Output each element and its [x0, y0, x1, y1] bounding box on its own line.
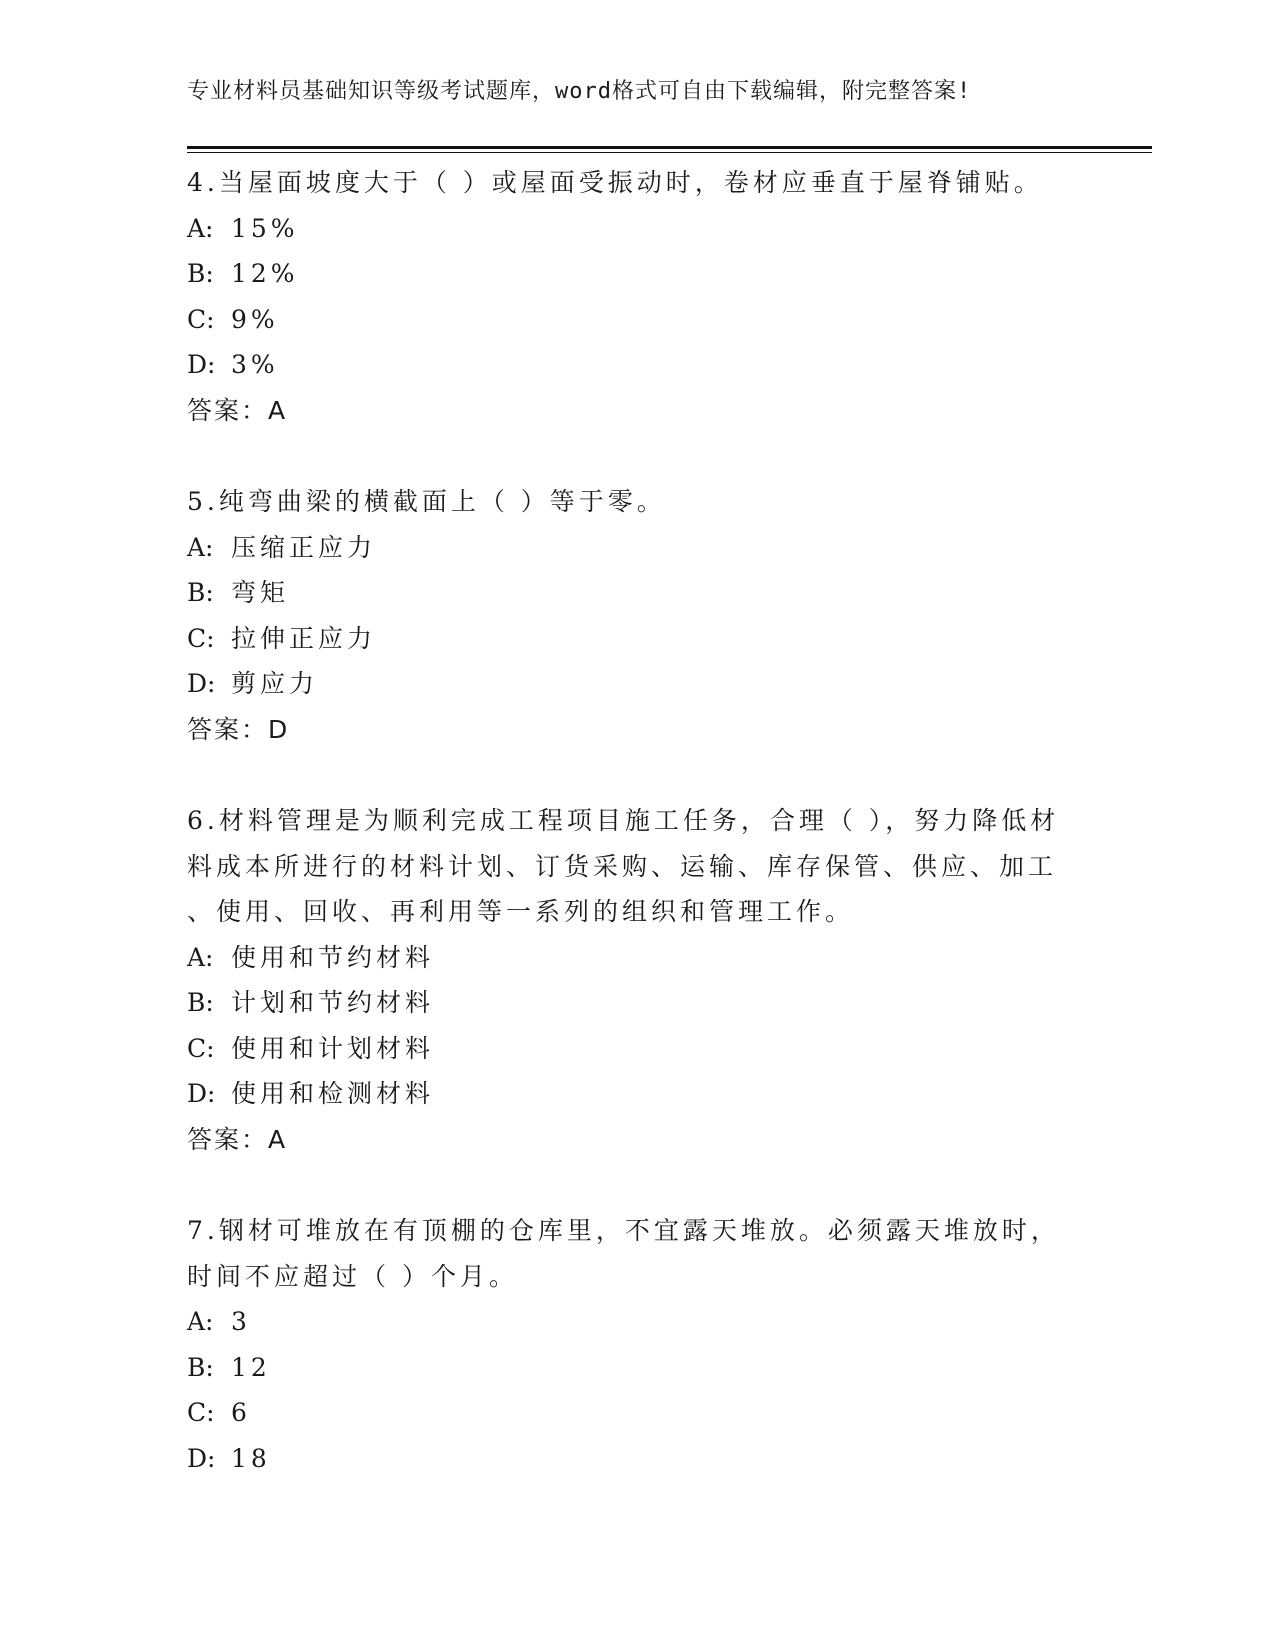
- header-rule-thick: [187, 146, 1152, 149]
- option-letter: D:: [187, 1443, 216, 1473]
- question-stem: 7.钢材可堆放在有顶棚的仓库里，不宜露天堆放。必须露天堆放时，: [187, 1216, 1060, 1245]
- option-a: [187, 935, 1087, 981]
- page-header: 专业材料员基础知识等级考试题库，word格式可自由下载编辑，附完整答案!: [187, 79, 972, 104]
- option-letter: B:: [187, 259, 214, 288]
- answer-line: 答案：A: [187, 395, 288, 425]
- option-letter: A:: [187, 1307, 214, 1336]
- option-letter: D:: [187, 1079, 216, 1108]
- question-stem-continued: 时间不应超过（ ）个月。: [187, 1261, 518, 1291]
- question-stem: 4.当屋面坡度大于（ ）或屋面受振动时，卷材应垂直于屋脊铺贴。: [187, 168, 1043, 197]
- option-d: [187, 661, 1087, 707]
- option-d: [187, 1436, 1087, 1482]
- question-stem: 6.材料管理是为顺利完成工程项目施工任务，合理（ ），努力降低材: [187, 806, 1060, 835]
- question-stem-continued: 料成本所进行的材料计划、订货采购、运输、库存保管、供应、加工: [187, 851, 1058, 881]
- option-b: [187, 980, 1087, 1026]
- header-rule-thin: [187, 152, 1152, 153]
- option-b: [187, 570, 1087, 616]
- question-7: [187, 1208, 1087, 1481]
- option-d: [187, 342, 1087, 388]
- option-text: 12%: [231, 259, 299, 288]
- option-c: [187, 616, 1087, 662]
- option-text: 压缩正应力: [231, 532, 377, 562]
- option-letter: A:: [187, 213, 214, 243]
- option-text: 弯矩: [231, 578, 290, 607]
- option-text: 使用和节约材料: [231, 942, 435, 972]
- answer-line: 答案：A: [187, 1124, 288, 1154]
- option-letter: D:: [187, 350, 216, 379]
- option-letter: B:: [187, 578, 214, 607]
- question-stem: 5.纯弯曲梁的横截面上（ ）等于零。: [187, 487, 666, 516]
- option-c: [187, 1390, 1087, 1436]
- option-b: [187, 1345, 1087, 1391]
- option-letter: C:: [187, 623, 215, 653]
- option-text: 使用和计划材料: [231, 1033, 435, 1063]
- option-text: 12: [231, 1352, 271, 1382]
- option-text: 3: [231, 1307, 251, 1336]
- option-text: 计划和节约材料: [231, 988, 435, 1017]
- question-4: [187, 160, 1087, 433]
- option-a: [187, 1299, 1087, 1345]
- option-text: 3%: [231, 350, 279, 379]
- option-letter: B:: [187, 1352, 214, 1382]
- option-text: 9%: [231, 304, 279, 334]
- option-letter: B:: [187, 988, 214, 1017]
- option-letter: C:: [187, 1033, 215, 1063]
- option-text: 拉伸正应力: [231, 623, 377, 653]
- option-letter: D:: [187, 669, 216, 698]
- question-stem-continued: 、使用、回收、再利用等一系列的组织和管理工作。: [187, 897, 855, 926]
- option-a: [187, 206, 1087, 252]
- option-letter: C:: [187, 1398, 215, 1427]
- option-text: 使用和检测材料: [231, 1079, 435, 1108]
- question-list: [187, 160, 1087, 1481]
- option-letter: A:: [187, 532, 214, 562]
- option-text: 18: [231, 1443, 271, 1473]
- option-text: 15%: [231, 213, 299, 243]
- option-d: [187, 1071, 1087, 1117]
- answer-line: 答案：D: [187, 714, 290, 744]
- option-letter: C:: [187, 304, 215, 334]
- question-5: [187, 479, 1087, 752]
- option-c: [187, 1026, 1087, 1072]
- question-6: [187, 798, 1087, 1162]
- option-text: 剪应力: [231, 669, 319, 698]
- option-a: [187, 525, 1087, 571]
- option-c: [187, 297, 1087, 343]
- option-b: [187, 251, 1087, 297]
- option-letter: A:: [187, 942, 214, 972]
- option-text: 6: [231, 1398, 251, 1427]
